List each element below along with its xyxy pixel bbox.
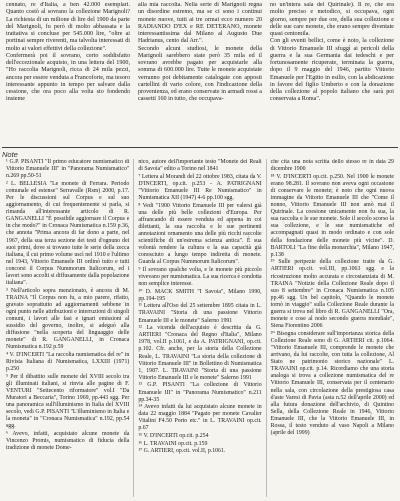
footnote: ¹³ G.P. PISANTI "La collezione di Vittorio Emanuele III" in "Panorama Numismatico" n.211 pp.34-35: [138, 382, 262, 403]
footnote: ⁷ Lettera al Morandi del 22 ottobre 1983, citata da V. D'INCERTI, op.cit. p.253 - A. PATRIGNANI "Vittorio Emanuele III Re Numismatico" in Numismatica XII (1947) 4-6 pp.100 sgg.: [138, 173, 262, 201]
paragraph: cennato, re d'Italia, a ben 42.000 esemplari. Quanto costò al sovrano la collezione Marignoli? La richiesta di un milione di lire del 1900 da parte del Marignoli, fu però di molto abbassata e la trattativa si concluse per 545.000 lire, "oltre ai portinai sempre riverenti, ma talvolta interessati di molto ai valori effettivi della collezione".: [6, 2, 130, 52]
paragraph: Confermerà poi il sovrano, certo soddisfatto dell'eccezionale acquisto, in una lettera del 1900, "Ho raccolta Marignoli, ricca di 24 mila pezzi, ancora per essere venduta a Francoforte, ma tesoro interessante appunto in tempo per salvare dalla cessione, che ora poco alla volta sto fondendo insieme: [6, 52, 130, 103]
footnote: nico, autore dell'importante testo "Monete dei Reali di Savoia" edito a Torino nel 1841: [138, 159, 262, 173]
footnote: ⁹ Il sovrano qualche volta, e le monete più piccolo vivevano per numismatica. La sua ricerca è condotta non semplice interesse.: [138, 266, 262, 288]
paragraph: Secondo alcuni studiosi, le monete della Marignoli sarebbero state però 35 mila ed il sovrano avrebbe pagato per acquistarle alla somma di 600.000 lire. Tutte le monete acquistate verranno poi debitamente catalogate con apposti cartellini di vario colore, con l'indicazione della provenienza, ed erano conservate in armadi rossi a cassetti 160 in tutto, che occupava-: [138, 45, 262, 103]
footnote: ¹⁵ V. D'INCERTI op.cit. p.254: [138, 433, 209, 440]
footnote: ¹⁴ Avevo infatti da lui acquistato alcune monete in data 22 maggio 1884 "Pagato per monete Cavalier Vitalini F4.50 Porto etc." in L. TRAVAINI op.cit. p.67: [138, 404, 262, 432]
footnote: ¹⁸ V. D'INCERTI op.cit. p.250. Nel 1900 le monete erano 98.281. Il sovrano non aveva ogni occasione di conservare le monete; è noto che ogni nuova immagine da Vittorio Emanuele III che "Come il nonno, Vittorio Emanuele III non amò mai il Quirinale. La coesione unicamente non fu sua, la sua raccolta e le sue monete. Solo il secolo scorso la sua collezione, e le sue numismatiche ed accompagnati quasi in modo ordinato e con sole della fondazione delle monete più vicine". D. BARTOLI "La fine della monarchia", Milano 1947, p.138: [270, 173, 394, 258]
notes-heading: Note: [2, 150, 18, 159]
footnote: ¹² La vicenda dell'acquisto è descritta da G. ARTIERI "Cronaca del Regno d'Italia", Milano 1978, vol.II p.1061, e da A. PATRIGNANI, op.cit. p.102. Cfr. anche, per la storia della Collezione Reale, L. TRAVAINI "La storia della collezione di Vittorio Emanuele III" in Bollettino di Numismatica 1, 1987. L. TRAVAINI "Storia di una passione Vittorio Emanuele III e le monete" Salerno 1991: [138, 325, 262, 381]
paragraph: no un'intera sala del Quirinale). Il re, che era molto preciso e metodico, si occupava, ogni giorno, sempre per due ore, della sua collezione e delle sue care monete, che erano sempre diventate quasi centomila.: [270, 2, 394, 37]
footnote: ¹⁹ Sulle peripezie della collezione tratte da G. ARTIERI op.cit. vol.III, pp.1063 sgg. e la ricostruzione molto accurata e circostanziata di M. TRAINA "Notizie della Collezione Reale dopo il suo 8 settembre" in Cronaca Numismatica n.105 pp.46 sgg. Un bel capitolo, "Quando le monete tornò in viaggio" sulla Collezione Reale durante la guerra si trova nel libro di R. GANGANELLI "Ora, monete e cose al nodo secondo guerra mondiale", Siena Fiorentino 2006: [270, 259, 394, 330]
paragraph: alla mia raccolta. Nella serie di Marignoli regna un disordine estremo, ma se ci sono i continui monete nuove, tutti ai tre ormai ecco numero 20 RADIANDO D'EX e RE DETERANO, monete interessantissima dal Milano al Augusto Due Hadrianus, cento dal Arr.".: [138, 2, 262, 45]
text-column-2: [134, 2, 266, 145]
footnote: ⁵ Per il dibattito sulle monete del XVIII secolo tra gli illuminati italiani, si rinvia alle pagine di F. VENTURI "Settecento riformatore" vol.I "Da Muratori a Beccaria", Torino 1969, pp.443 sgg. Per una panoramica sull'illuminismo in Italia del XVIII secolo, vedi G.P. PISANTI "L'illuminismo in Italia e la moneta" in "Cronaca Numismatica" n.192, pp.54 sgg.: [6, 373, 130, 430]
footnote: che cita una nota scritta dello stesso re in data 29 dicembre 1900: [270, 159, 394, 173]
footnote: ⁴ V. D'INCERTI "La raccolta numismatica del re" in Rivista Italiana di Numismatica, LXXIII (1971) p.250: [6, 352, 130, 373]
footnote: ⁶ Avevo, infatti, acquistato alcune monete da Vincenzo Promis, numismatico di fiducia della tradizione di monete Dome-: [6, 431, 130, 452]
footnote: ¹¹ Lettera all'Oso del 25 settembre 1895 citata in L. TRAVAINI "Storia di una passione Vittorio Emanuele III e le monete" Salerno 1991: [138, 303, 262, 324]
footnote: ² L. BELLESIA "Le monete di Ferrara. Periodo comunale ed estense" Serravalle (Rsm) 2000, p.17. Per le discussioni sul Corpus e sul suo aggiornamento, di cui frequentemente si parla, si rimanda all'interessante articolo di R. GANGANELLI "È possibile aggiornare il Corpus e in che modo?" in Cronaca Numismatica n.159 p.36, che annota "Prima ancora di far dono a parte, nel 1967, della sua terza sezione dei testi d'ognuno dei suoi primi, dove si trovano tutte le serie della zecca italiana, il cui primo volume uscì nel 1910 e l'ultimo nel 1943, Vittorio Emanuele III ordinò tutto e tutti concorsi il Corpus Nummorum Italicorum, ed i lavori sono accolti si diffusamente dalla popolazione italiana".: [6, 180, 130, 287]
notes-section: [2, 159, 398, 497]
footnote: ¹ G.P. PISANTI "Il primo educatore numismatico di Vittorio Emanuele III" in "Panorama Numismatico" n.269 pp.50-51: [6, 159, 130, 180]
notes-column-2: [134, 159, 265, 497]
footnote: ²⁰ Bisogna considerare sull'importanza storica della Collezione Reale sono di G. ARTIERI cit. p.1064. "Vittorio Emanuele III, comprende le monete che arrivano, da lui raccolte, con tutta la collezione, Al Stato ne patrimonio storico nazionale" L. TRAVAINI op.cit. p.14. Ricordiamo che una storia analoga si trova a collezione numismatica del re Vittorio Emanuele III, conservata per il centenario nella sala, con circolazione della prestigiosa casa d'aste Varesi di Pavia (asta n.52 dell'aprile 2000) ed alla futura donazione dell'archivio, di Quintino Sella, della Collezione Reale in 1946, Vittorio Emanuele III, che la Vittorio Emanuele III, in Rossa, il testo venduto al vaso Napoli a Milano (aprile del 1999): [270, 330, 394, 437]
footnote: ⁸ Vedi "1900 Vittorio Emanuele III per valersi già una delle più belle collezioni d'Europa. Per affrancando di essere venduta ed appena in coi dilettanti, la sua raccolta e le sue pertinenti annotazioni ornamento una delle più ricchi raccolte scientifiche di un'estrema scienza antica". È sua volontà rendere la cultura e la sua capacità già conosciuto a lungo tempo indiretta di monete. Guarda al Corpus Nummorum Italicorum".: [138, 202, 262, 266]
main-text: [2, 2, 398, 145]
footnote: ¹⁶ L. TRAVAINI op.cit. p.159: [138, 440, 208, 447]
paragraph: Con gli eventi bellici, come è noto, la collezione di Vittorio Emanuele III sfuggì ai pericoli della guerra e la sua Germania dai tedeschi e per fortunosamente ricuperate, terminata la guerra, dopo il 9 maggio del 1946, partito Vittorio Emanuele per l'Egitto in esilio, con la abdicazione in favore del figlio Umberto e con la donazione della collezione al popolo italiano che sarà poi conservata a Roma".: [270, 38, 394, 103]
notes-column-1: [2, 159, 133, 497]
text-column-3: [266, 2, 398, 145]
notes-column-3: [267, 159, 398, 497]
footnote: ¹⁷ G. ARTIERI, op.cit. vol.II, p.1061.: [138, 448, 226, 455]
text-column-1: [2, 2, 134, 145]
footnote: ¹⁰ D. MACK SMITH "I Savoia", Milano 1990, pp.194-195: [138, 288, 262, 302]
section-divider: [2, 147, 398, 148]
footnote: ³ Nell'articolo sopra menzionato, è ancora di M. TRAINA "Il Corpus non fu, a mio parere, rifatto, gravato soprattutto ad aggiornamenti sebbene in ogni punto nelle attribuzioni e interruzioni di singoli comuni, i lavori alle fasi e ignari emissioni al sussidio del governo, inoltre, si adeguò alla diffusione "nella scoperta del linguaggio delle monete" di R. GANGANELLI, in Cronaca Numismatica n.192 p.59: [6, 287, 130, 351]
